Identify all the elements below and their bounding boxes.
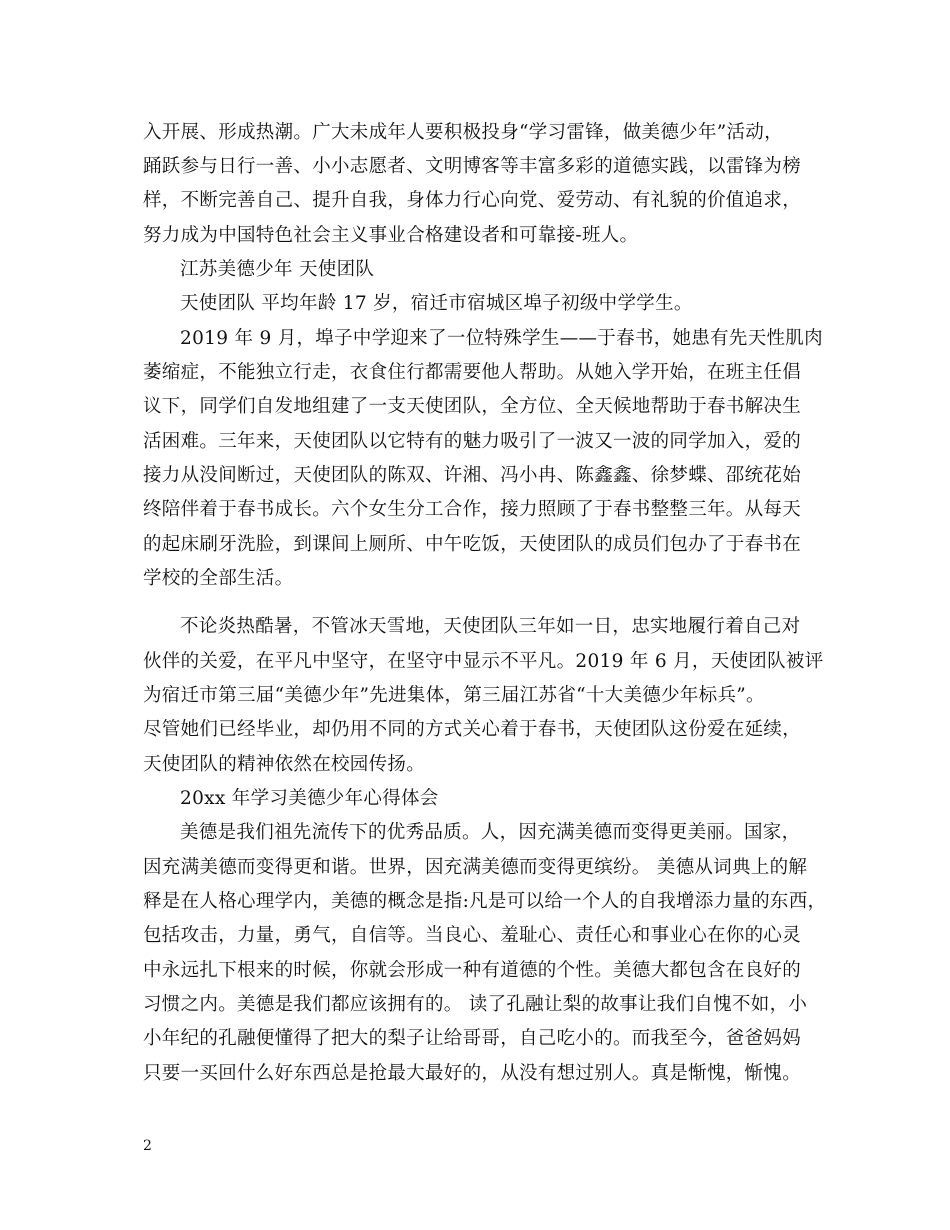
paragraph-line: 萎缩症，不能独立行走，衣食住行都需要他人帮助。从她入学开始，在班主任倡 — [143, 362, 802, 383]
paragraph-line: 入开展、形成热潮。广大未成年人要积极投身“学习雷锋，做美德少年”活动， — [143, 122, 783, 143]
paragraph-line: 终陪伴着于春书成长。六个女生分工合作，接力照顾了于春书整整三年。从每天 — [143, 499, 802, 520]
section-heading: 20xx 年学习美德少年心得体会 — [180, 788, 439, 809]
paragraph-line: 活困难。三年来，天使团队以它特有的魅力吸引了一波又一波的同学加入，爱的 — [143, 431, 802, 452]
paragraph-line: 样，不断完善自己、提升自我，身体力行心向党、爱劳动、有礼貌的价值追求， — [143, 190, 802, 211]
paragraph-line: 天使团队的精神依然在校园传扬。 — [143, 754, 426, 775]
paragraph-line: 中永远扎下根来的时候，你就会形成一种有道德的个性。美德大都包含在良好的 — [143, 960, 802, 981]
paragraph-line: 的起床刷牙洗脸，到课间上厕所、中午吃饭，天使团队的成员们包办了于春书在 — [143, 534, 802, 555]
paragraph-line: 美德是我们祖先流传下的优秀品质。人，因充满美德而变得更美丽。国家， — [180, 822, 801, 843]
paragraph-line: 习惯之内。美德是我们都应该拥有的。 读了孔融让梨的故事让我们自愧不如，小 — [143, 994, 808, 1015]
paragraph-line: 包括攻击，力量，勇气，自信等。当良心、羞耻心、责任心和事业心在你的心灵 — [143, 925, 802, 946]
paragraph-line: 踊跃参与日行一善、小小志愿者、文明博客等丰富多彩的道德实践，以雷锋为榜 — [143, 156, 802, 177]
page-number: 2 — [143, 1138, 152, 1154]
section-heading: 江苏美德少年 天使团队 — [180, 259, 375, 280]
paragraph-line: 释是在人格心理学内，美德的概念是指:凡是可以给一个人的自我增添力量的东西， — [143, 891, 827, 912]
paragraph-line: 只要一买回什么好东西总是抢最大最好的，从没有想过别人。真是惭愧，惭愧。 — [143, 1063, 802, 1084]
paragraph-line: 天使团队 平均年龄 17 岁，宿迁市宿城区埠子初级中学学生。 — [180, 293, 693, 314]
paragraph-line: 议下，同学们自发地组建了一支天使团队，全方位、全天候地帮助于春书解决生 — [143, 396, 802, 417]
paragraph-line: 努力成为中国特色社会主义事业合格建设者和可靠接-班人。 — [143, 225, 639, 246]
paragraph-line: 接力从没间断过，天使团队的陈双、许湘、冯小冉、陈鑫鑫、徐梦蝶、邵统花始 — [143, 465, 802, 486]
paragraph-line: 尽管她们已经毕业，却仍用不同的方式关心着于春书，天使团队这份爱在延续， — [143, 719, 802, 740]
paragraph-line: 不论炎热酷暑，不管冰天雪地，天使团队三年如一日，忠实地履行着自己对 — [180, 616, 801, 637]
paragraph-line: 伙伴的关爱，在平凡中坚守，在坚守中显示不平凡。2019 年 6 月，天使团队被评 — [143, 651, 824, 672]
paragraph-line: 学校的全部生活。 — [143, 568, 294, 589]
paragraph-line: 2019 年 9 月，埠子中学迎来了一位特殊学生——于春书，她患有先天性肌肉 — [180, 328, 823, 349]
paragraph-line: 因充满美德而变得更和谐。世界，因充满美德而变得更缤纷。 美德从词典上的解 — [143, 857, 808, 878]
paragraph-line: 小年纪的孔融便懂得了把大的梨子让给哥哥，自己吃小的。而我至今，爸爸妈妈 — [143, 1028, 802, 1049]
paragraph-line: 为宿迁市第三届“美德少年”先进集体，第三届江苏省“十大美德少年标兵”。 — [143, 685, 765, 706]
